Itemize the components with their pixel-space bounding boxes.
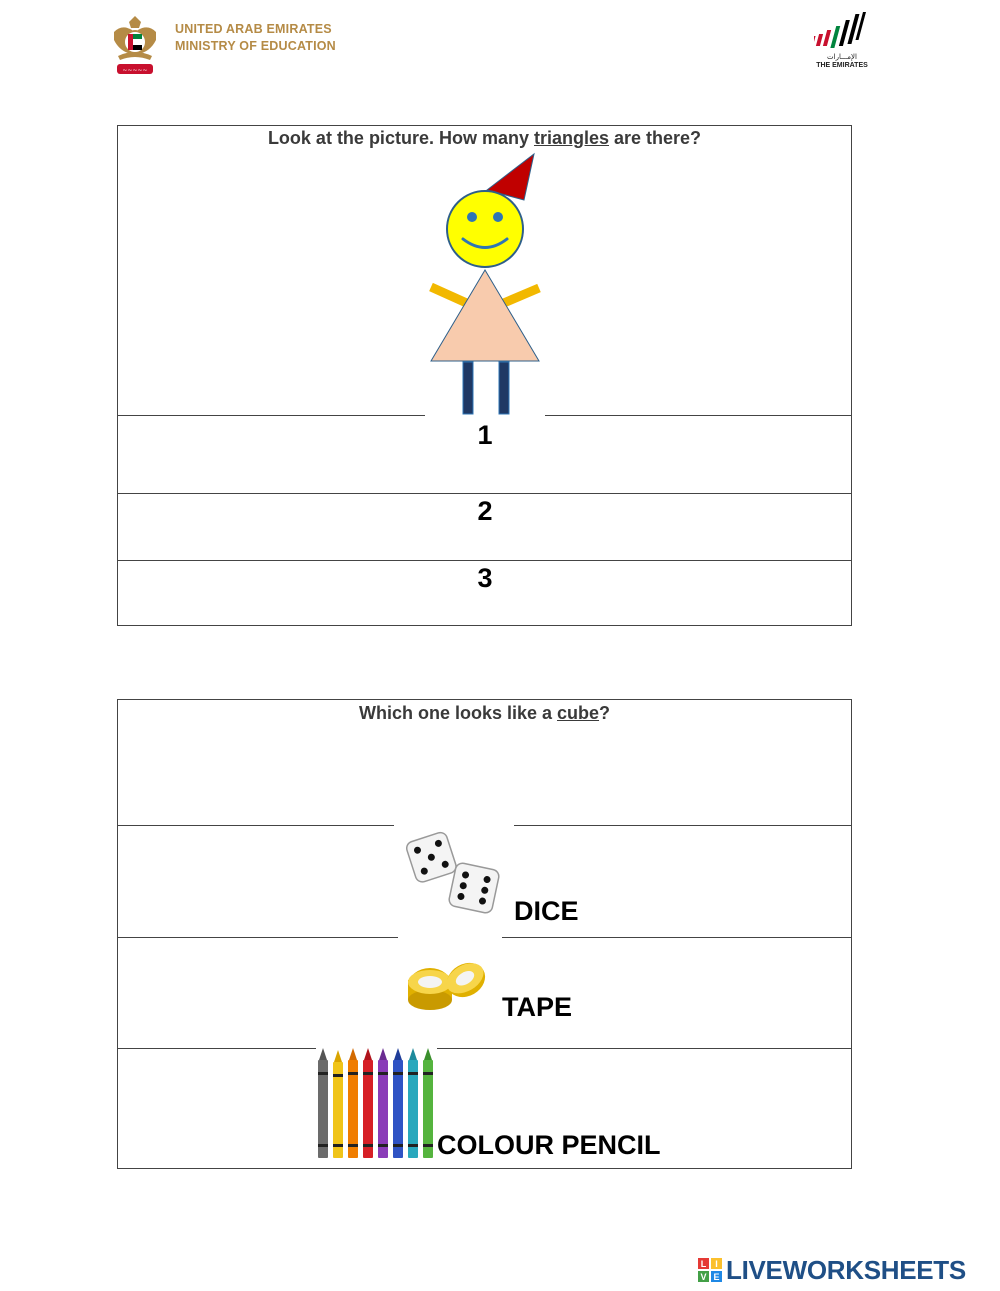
- dice-image[interactable]: [402, 826, 502, 918]
- triangle-person-figure: [425, 150, 545, 418]
- q2-option-tape[interactable]: TAPE: [502, 992, 573, 1022]
- badge-letter-e: E: [713, 1272, 720, 1282]
- q1-option-1[interactable]: 1: [477, 420, 493, 450]
- question1-suffix: are there?: [609, 128, 702, 148]
- liveworksheets-wordmark: LIVEWORKSHEETS: [726, 1255, 966, 1285]
- q2-option-colour-pencil[interactable]: COLOUR PENCIL: [437, 1130, 661, 1160]
- q1-separator-1a: [117, 415, 426, 416]
- q1-option-3[interactable]: 3: [477, 563, 493, 593]
- crayon-green: [423, 1048, 433, 1158]
- the-emirates-logo: [814, 12, 870, 54]
- q1-separator-1b: [544, 415, 852, 416]
- right-eye: [493, 212, 503, 222]
- q2-separator-3b: [437, 1048, 852, 1049]
- tape-image[interactable]: [404, 950, 490, 1014]
- svg-text:~~~~~: ~~~~~: [122, 67, 148, 74]
- crayon-yellow: [333, 1050, 343, 1158]
- q1-separator-2: [117, 493, 852, 494]
- question1-keyword: triangles: [533, 128, 610, 148]
- ministry-line1: UNITED ARAB EMIRATES: [175, 22, 332, 36]
- question1-prefix: Look at the picture. How many: [267, 128, 534, 148]
- question2-suffix: ?: [599, 703, 611, 723]
- liveworksheets-brand: [698, 1256, 966, 1284]
- left-leg: [463, 362, 473, 414]
- ministry-line2: MINISTRY OF EDUCATION: [175, 39, 336, 53]
- face-circle: [447, 191, 523, 267]
- badge-letter-l: L: [700, 1259, 707, 1269]
- question2-box: [117, 699, 852, 1169]
- the-emirates-wordmark: [812, 54, 872, 70]
- q1-option-2[interactable]: 2: [477, 496, 493, 526]
- emirates-english: THE EMIRATES: [816, 62, 868, 69]
- question2-prefix: Which one looks like a: [358, 703, 558, 723]
- crayon-blue: [393, 1048, 403, 1158]
- badge-letter-i: I: [715, 1259, 718, 1269]
- q2-separator-1a: [117, 825, 394, 826]
- question1-prompt: [117, 128, 852, 149]
- uae-emblem-logo: [108, 10, 162, 78]
- crayon-teal: [408, 1048, 418, 1158]
- crayon-red: [363, 1048, 373, 1158]
- badge-letter-v: V: [700, 1272, 707, 1282]
- q2-separator-2a: [117, 937, 398, 938]
- left-eye: [467, 212, 477, 222]
- colour-pencils-image[interactable]: [316, 1048, 438, 1160]
- ministry-name: [175, 21, 336, 55]
- crayon-grey: [318, 1048, 328, 1158]
- emirates-arabic: الإمـــارات: [827, 54, 857, 61]
- q2-separator-3a: [117, 1048, 316, 1049]
- question2-prompt: [117, 703, 852, 724]
- q1-separator-3: [117, 560, 852, 561]
- right-leg: [499, 362, 509, 414]
- crayon-purple: [378, 1048, 388, 1158]
- q2-option-dice[interactable]: DICE: [514, 896, 579, 926]
- liveworksheets-badge-icon: [698, 1258, 722, 1282]
- question2-keyword: cube: [557, 703, 600, 723]
- q2-separator-2b: [502, 937, 852, 938]
- q2-separator-1b: [514, 825, 852, 826]
- crayon-orange: [348, 1048, 358, 1158]
